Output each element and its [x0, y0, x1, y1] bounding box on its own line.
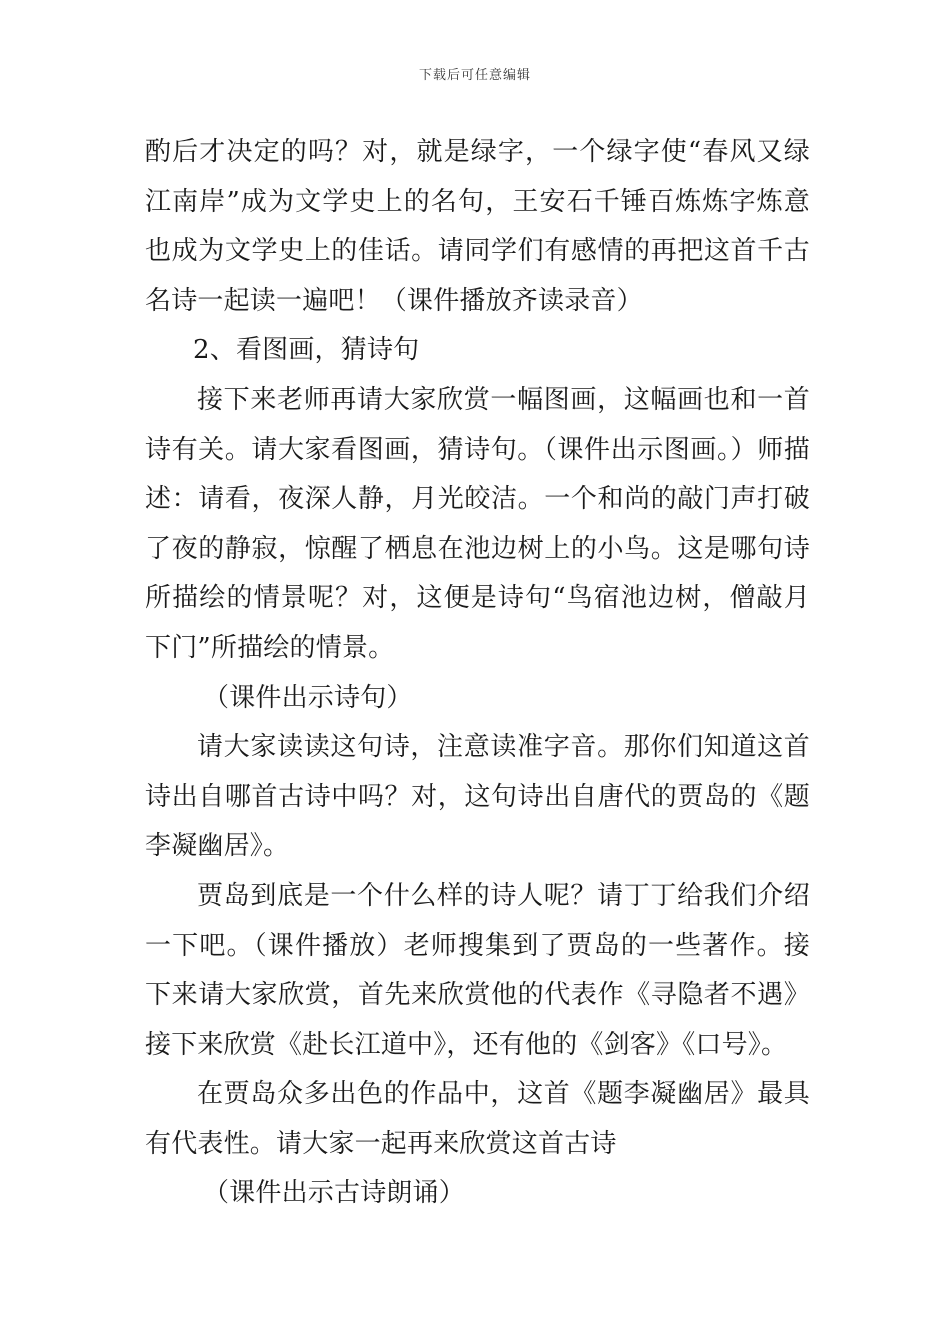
paragraph-picture-guess: 接下来老师再请大家欣赏一幅图画，这幅画也和一首诗有关。请大家看图画，猜诗句。（课件出示图画。）师描述：请看，夜深人静，月光皎洁。一个和尚的敲门声打破了夜的静寂，惊醒了栖息在池边树上的小鸟。这是哪句诗所描绘的情景呢？对，这便是诗句“鸟宿池边树，僧敲月下门”所描绘的情景。 [145, 384, 810, 663]
section-heading: 2、看图画，猜诗句 [193, 335, 420, 366]
paragraph-poem-source: 请大家读读这句诗，注意读准字音。那你们知道这首诗出自哪首古诗中吗？对，这句诗出自唐代的贾岛的《题李凝幽居》。 [145, 732, 810, 862]
paragraph-courseware-note: （课件出示诗句） [203, 682, 413, 713]
paragraph-poet-intro: 贾岛到底是一个什么样的诗人呢？请丁丁给我们介绍一下吧。（课件播放）老师搜集到了贾岛的一些著作。接下来请大家欣赏，首先来欣赏他的代表作《寻隐者不遇》接下来欣赏《赴长江道中》，还有他的《剑客》《口号》。 [145, 880, 810, 1060]
paragraph-recitation-note: （课件出示古诗朗诵） [203, 1178, 466, 1209]
paragraph-representative-work: 在贾岛众多出色的作品中，这首《题李凝幽居》最具有代表性。请大家一起再来欣赏这首古诗 [145, 1079, 810, 1159]
page-header-note: 下载后可任意编辑 [418, 68, 531, 83]
document-body [145, 128, 810, 1219]
paragraph-continuation: 酌后才决定的吗？对，就是绿字，一个绿字使“春风又绿江南岸”成为文学史上的名句，王安石千锤百炼炼字炼意也成为文学史上的佳话。请同学们有感情的再把这首千古名诗一起读一遍吧！（课件播放齐读录音） [145, 137, 810, 316]
